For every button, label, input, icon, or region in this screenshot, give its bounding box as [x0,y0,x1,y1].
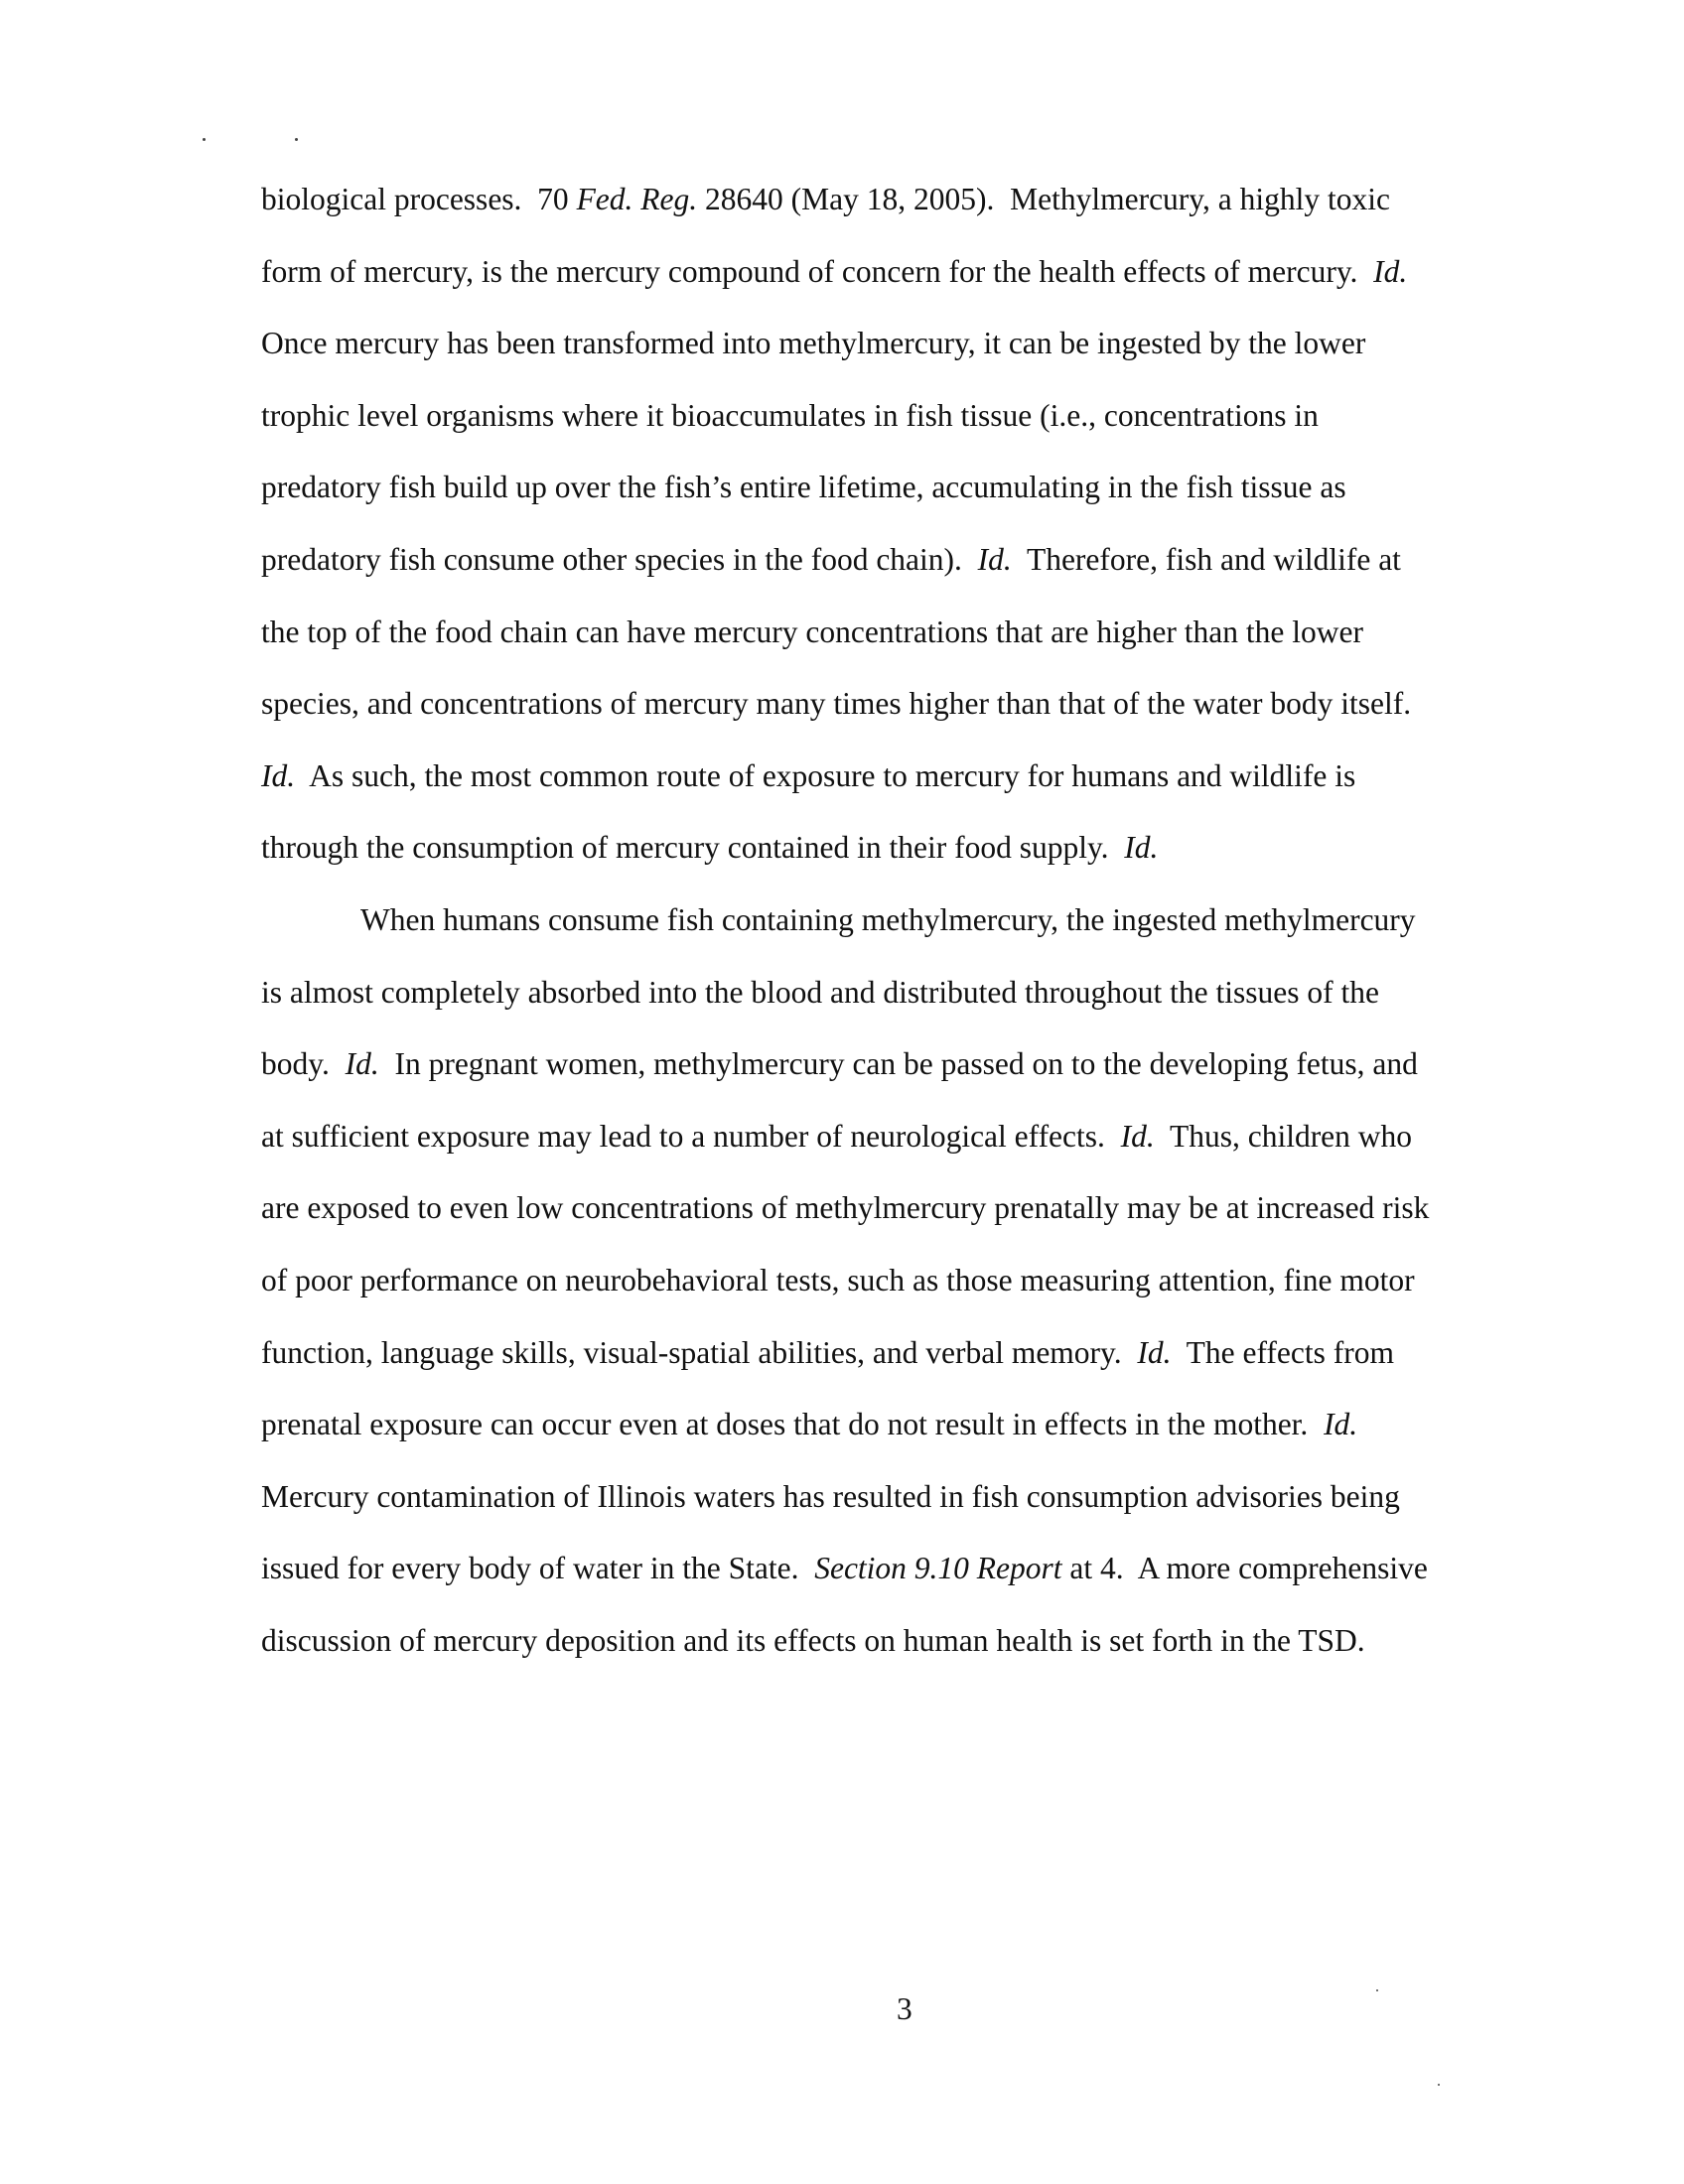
scan-speck [295,138,298,141]
text-segment: at 4. A more comprehensive [1061,1551,1428,1586]
text-segment: Therefore, fish and wildlife at [1011,542,1401,577]
scan-speck [203,138,206,141]
text-line [261,1551,1428,1586]
text-segment: prenatal exposure can occur even at doses that do not result in effects in the mother. [261,1407,1325,1442]
scan-speck [1438,2084,1440,2086]
text-line [261,975,1379,1011]
text-segment: body. [261,1046,346,1082]
text-line [261,1263,1415,1298]
text-segment: Thus, children who [1154,1118,1413,1154]
text-segment: issued for every body of water in the State. [261,1551,815,1586]
text-line [261,182,1390,217]
text-segment: predatory fish build up over the fish’s entire lifetime, accumulating in the fish tissue as [261,470,1346,505]
text-line [261,398,1319,434]
text-segment: at sufficient exposure may lead to a number of neurological effects. [261,1118,1121,1154]
text-line [261,326,1365,361]
text-line [261,1623,1365,1659]
text-segment: function, language skills, visual-spatial abilities, and verbal memory. [261,1334,1138,1370]
text-segment: trophic level organisms where it bioaccumulates in fish tissue (i.e., concentrations in [261,397,1319,433]
text-segment: When humans consume fish containing methylmercury, the ingested methylmercury [360,902,1416,937]
citation-italic: Id. [1137,1334,1172,1370]
text-segment: Mercury contamination of Illinois waters has resulted in fish consumption advisories being [261,1478,1400,1514]
text-segment: biological processes. 70 [261,182,577,216]
citation-italic: Id. [1124,830,1159,866]
text-line [261,614,1363,650]
text-segment: of poor performance on neurobehavioral tests, such as those measuring attention, fine motor [261,1263,1415,1297]
text-segment: predatory fish consume other species in the food chain). [261,542,978,577]
citation-italic: Id. [1373,253,1408,289]
text-line [261,686,1411,722]
text-segment: Once mercury has been transformed into methylmercury, it can be ingested by the lower [261,326,1366,361]
text-segment: The effects from [1171,1334,1394,1370]
text-segment: discussion of mercury deposition and its effects on human health is set forth in the TSD. [261,1623,1365,1658]
text-segment: In pregnant women, methylmercury can be passed on to the developing fetus, and [378,1046,1418,1082]
text-line [261,542,1401,578]
scan-speck [1376,1989,1378,1991]
text-line [261,1335,1394,1371]
text-line [261,1046,1418,1082]
citation-italic: Id. [1120,1118,1155,1154]
text-segment: As such, the most common route of exposure to mercury for humans and wildlife is [295,757,1356,793]
text-line [261,254,1407,290]
citation-italic: Id. [345,1046,379,1082]
text-segment: through the consumption of mercury contained in their food supply. [261,830,1125,866]
text-segment: 28640 (May 18, 2005). Methylmercury, a highly toxic [697,182,1390,216]
citation-italic: Id. [261,757,296,793]
text-segment: species, and concentrations of mercury many times higher than that of the water body itself. [261,686,1412,722]
text-segment: the top of the food chain can have mercury concentrations that are higher than the lower [261,614,1363,649]
text-line [261,1479,1400,1515]
citation-italic: Fed. Reg. [576,182,698,216]
text-segment: are exposed to even low concentrations of methylmercury prenatally may be at increased risk [261,1190,1430,1226]
text-segment: is almost completely absorbed into the blood and distributed throughout the tissues of the [261,974,1379,1010]
text-segment: form of mercury, is the mercury compound of concern for the health effects of mercury. [261,253,1374,289]
citation-italic: Section 9.10 Report [814,1551,1062,1586]
text-line [360,902,1416,938]
text-line [261,1190,1429,1226]
text-line [261,830,1158,866]
page-number: 3 [897,1991,912,2026]
citation-italic: Id. [1324,1407,1358,1442]
text-line [261,1119,1412,1155]
text-line [261,758,1355,794]
text-line [261,470,1346,505]
citation-italic: Id. [977,542,1012,577]
text-line [261,1407,1357,1442]
